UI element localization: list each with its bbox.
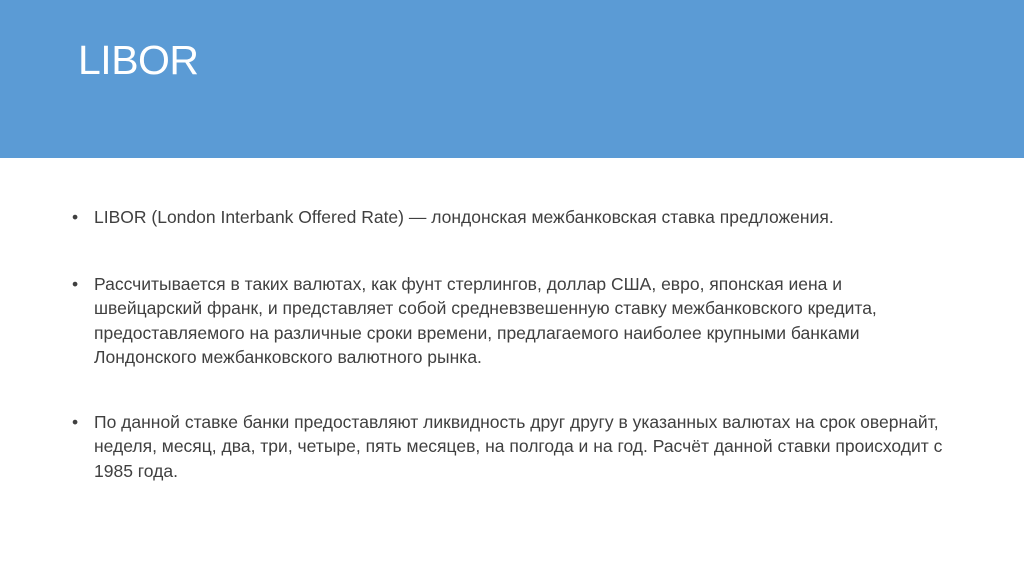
slide-title: LIBOR	[78, 37, 199, 83]
bullet-marker: •	[72, 411, 79, 432]
bullet-text: LIBOR (London Interbank Offered Rate) — лондонская межбанковская ставка предложения.	[94, 207, 834, 227]
bullet-item	[72, 205, 952, 230]
bullet-marker: •	[72, 273, 79, 294]
bullet-item	[72, 272, 952, 370]
bullet-text: По данной ставке банки предоставляют ликвидность друг другу в указанных валютах на срок овернайт, неделя, месяц, два, три, четыре, пять месяцев, на полгода и на год. Расчёт данной ставки происходит с 1985 года.	[94, 411, 943, 481]
bullet-text: Рассчитывается в таких валютах, как фунт стерлингов, доллар США, евро, японская иена и швейцарский франк, и представляет собой средневзвешенную ставку межбанковского кредита, предоставляемого на различные сроки времени, предлагаемого наиболее крупными банками Лондонского межбанковского валютного рынка.	[94, 273, 877, 367]
bullet-item	[72, 410, 952, 484]
bullet-list	[72, 205, 952, 483]
bullet-marker: •	[72, 207, 79, 227]
title-banner	[0, 0, 1024, 158]
